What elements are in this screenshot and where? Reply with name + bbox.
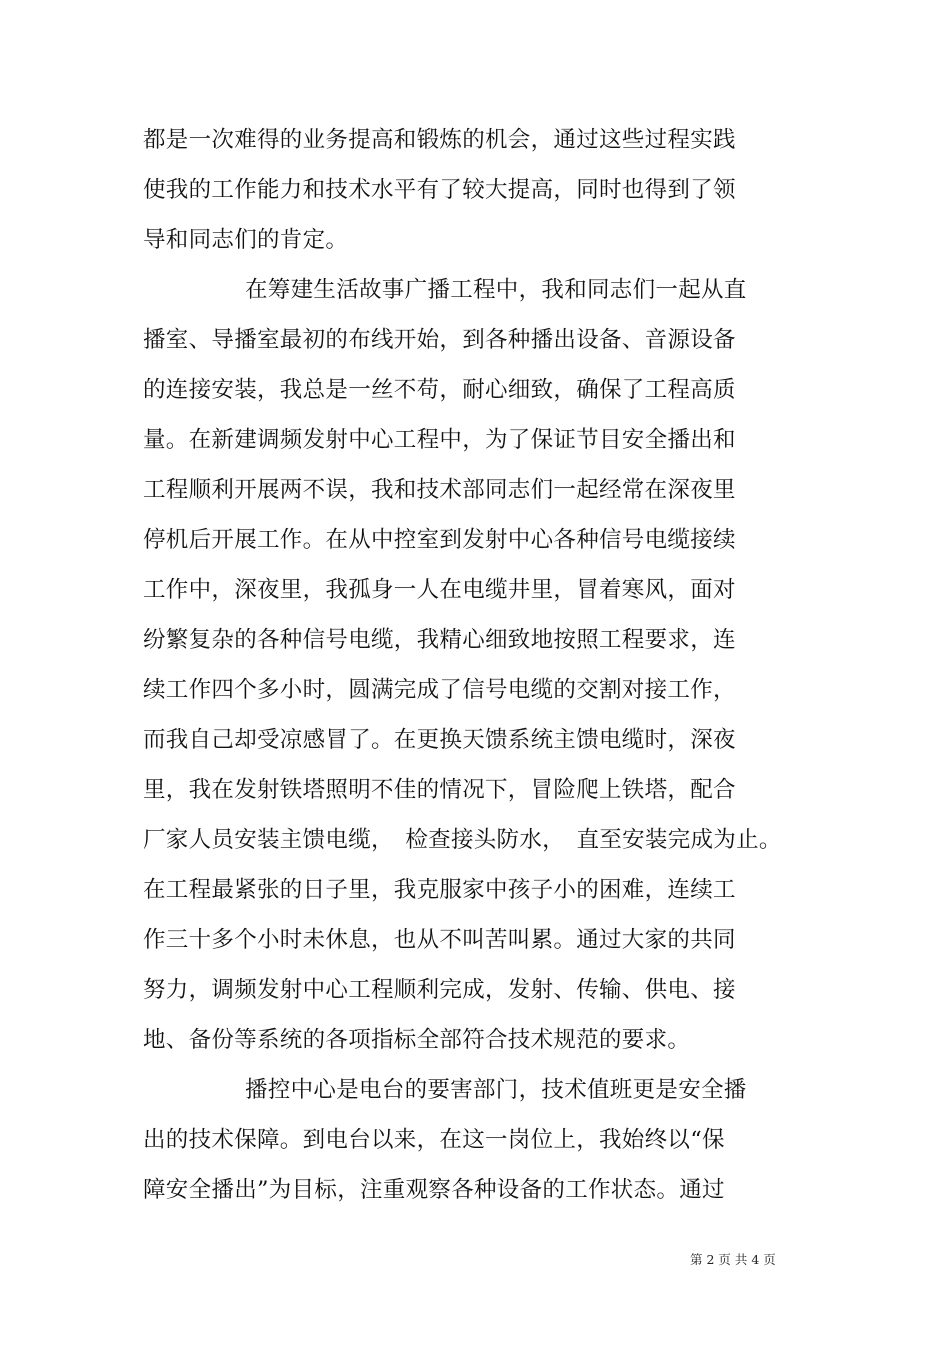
body-line: 而我自己却受凉感冒了。在更换天馈系统主馈电缆时，深夜	[143, 727, 736, 753]
body-line: 作三十多个小时未休息，也从不叫苦叫累。通过大家的共同	[143, 927, 736, 953]
body-line: 工程顺利开展两不误，我和技术部同志们一起经常在深夜里	[143, 477, 736, 503]
body-line: 工作中，深夜里，我孤身一人在电缆井里，冒着寒风，面对	[143, 577, 736, 603]
paragraph-first-line: 播控中心是电台的要害部门，技术值班更是安全播	[245, 1077, 747, 1103]
body-line: 量。在新建调频发射中心工程中，为了保证节目安全播出和	[143, 427, 736, 453]
body-line: 在工程最紧张的日子里，我克服家中孩子小的困难，连续工	[143, 877, 736, 903]
body-line: 导和同志们的肯定。	[143, 227, 349, 253]
body-line: 使我的工作能力和技术水平有了较大提高，同时也得到了领	[143, 177, 736, 203]
body-line: 的连接安装，我总是一丝不苟，耐心细致，确保了工程高质	[143, 377, 736, 403]
body-line: 纷繁复杂的各种信号电缆，我精心细致地按照工程要求，连	[143, 627, 736, 653]
page-number-footer: 第 2 页 共 4 页	[690, 1252, 776, 1267]
body-line: 出的技术保障。到电台以来，在这一岗位上，我始终以“保	[143, 1127, 725, 1153]
body-line: 播室、导播室最初的布线开始，到各种播出设备、音源设备	[143, 327, 736, 353]
body-line: 停机后开展工作。在从中控室到发射中心各种信号电缆接续	[143, 527, 736, 553]
body-line: 努力，调频发射中心工程顺利完成，发射、传输、供电、接	[143, 977, 736, 1003]
body-line: 里，我在发射铁塔照明不佳的情况下，冒险爬上铁塔，配合	[143, 777, 736, 803]
body-line: 都是一次难得的业务提高和锻炼的机会，通过这些过程实践	[143, 127, 736, 153]
body-line: 地、备份等系统的各项指标全部符合技术规范的要求。	[143, 1027, 691, 1053]
body-line: 续工作四个多小时，圆满完成了信号电缆的交割对接工作，	[143, 677, 736, 703]
paragraph-first-line: 在筹建生活故事广播工程中，我和同志们一起从直	[245, 277, 747, 303]
body-line: 厂家人员安装主馈电缆， 检查接头防水， 直至安装完成为止。	[143, 827, 782, 853]
body-line: 障安全播出”为目标，注重观察各种设备的工作状态。通过	[143, 1177, 725, 1203]
